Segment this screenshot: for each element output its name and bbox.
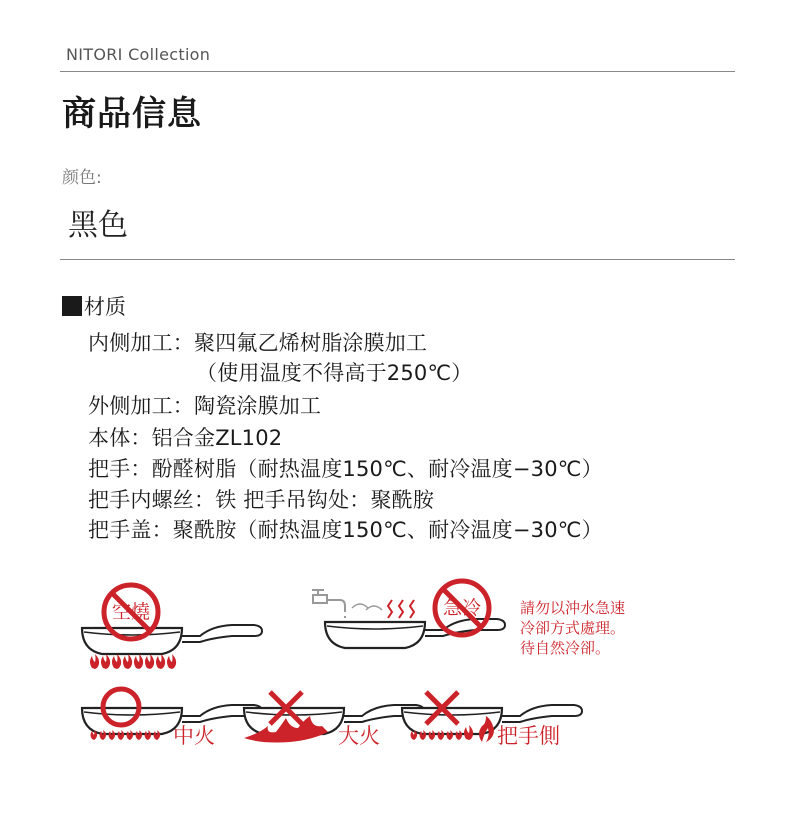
quench-label: 急冷 — [442, 597, 482, 619]
high-heat-label: 大火 — [338, 724, 380, 748]
material-line-handle: 把手：酚醛树脂（耐热温度150℃、耐冷温度−30℃） — [88, 457, 603, 481]
quench-note — [520, 598, 625, 658]
steam-icon — [388, 600, 414, 618]
material-line-cap: 把手盖：聚酰胺（耐热温度150℃、耐冷温度−30℃） — [88, 518, 603, 542]
empty-heating-warning — [82, 585, 262, 669]
color-value: 黑色 — [68, 208, 128, 243]
color-label: 颜色: — [62, 168, 102, 188]
flame-row-icon — [90, 654, 176, 669]
materials-heading-text: 材质 — [84, 295, 126, 319]
faucet-icon — [312, 590, 345, 624]
medium-heat-label: 中火 — [173, 724, 215, 748]
empty-heating-label: 空燒 — [111, 601, 151, 623]
brand-name: NITORI Collection — [66, 45, 211, 64]
quench-note-line: 待自然冷卻。 — [520, 639, 611, 657]
material-line-screw: 把手内螺丝：铁 把手吊钩处：聚酰胺 — [88, 488, 435, 512]
material-line-inner-temp: （使用温度不得高于250℃） — [196, 361, 473, 385]
material-line-inner: 内侧加工：聚四氟乙烯树脂涂膜加工 — [88, 331, 428, 355]
material-line-outer: 外侧加工：陶瓷涂膜加工 — [88, 394, 322, 418]
quench-note-line: 冷卻方式處理。 — [520, 619, 626, 637]
medium-heat-ok — [82, 689, 262, 740]
quench-note-line: 請勿以沖水急速 — [520, 599, 626, 617]
high-heat-ng — [244, 692, 424, 743]
quench-warning — [312, 581, 505, 648]
page-title: 商品信息 — [62, 94, 202, 134]
material-line-body: 本体：铝合金ZL102 — [88, 426, 283, 450]
handle-side-label: 把手側 — [497, 724, 560, 748]
